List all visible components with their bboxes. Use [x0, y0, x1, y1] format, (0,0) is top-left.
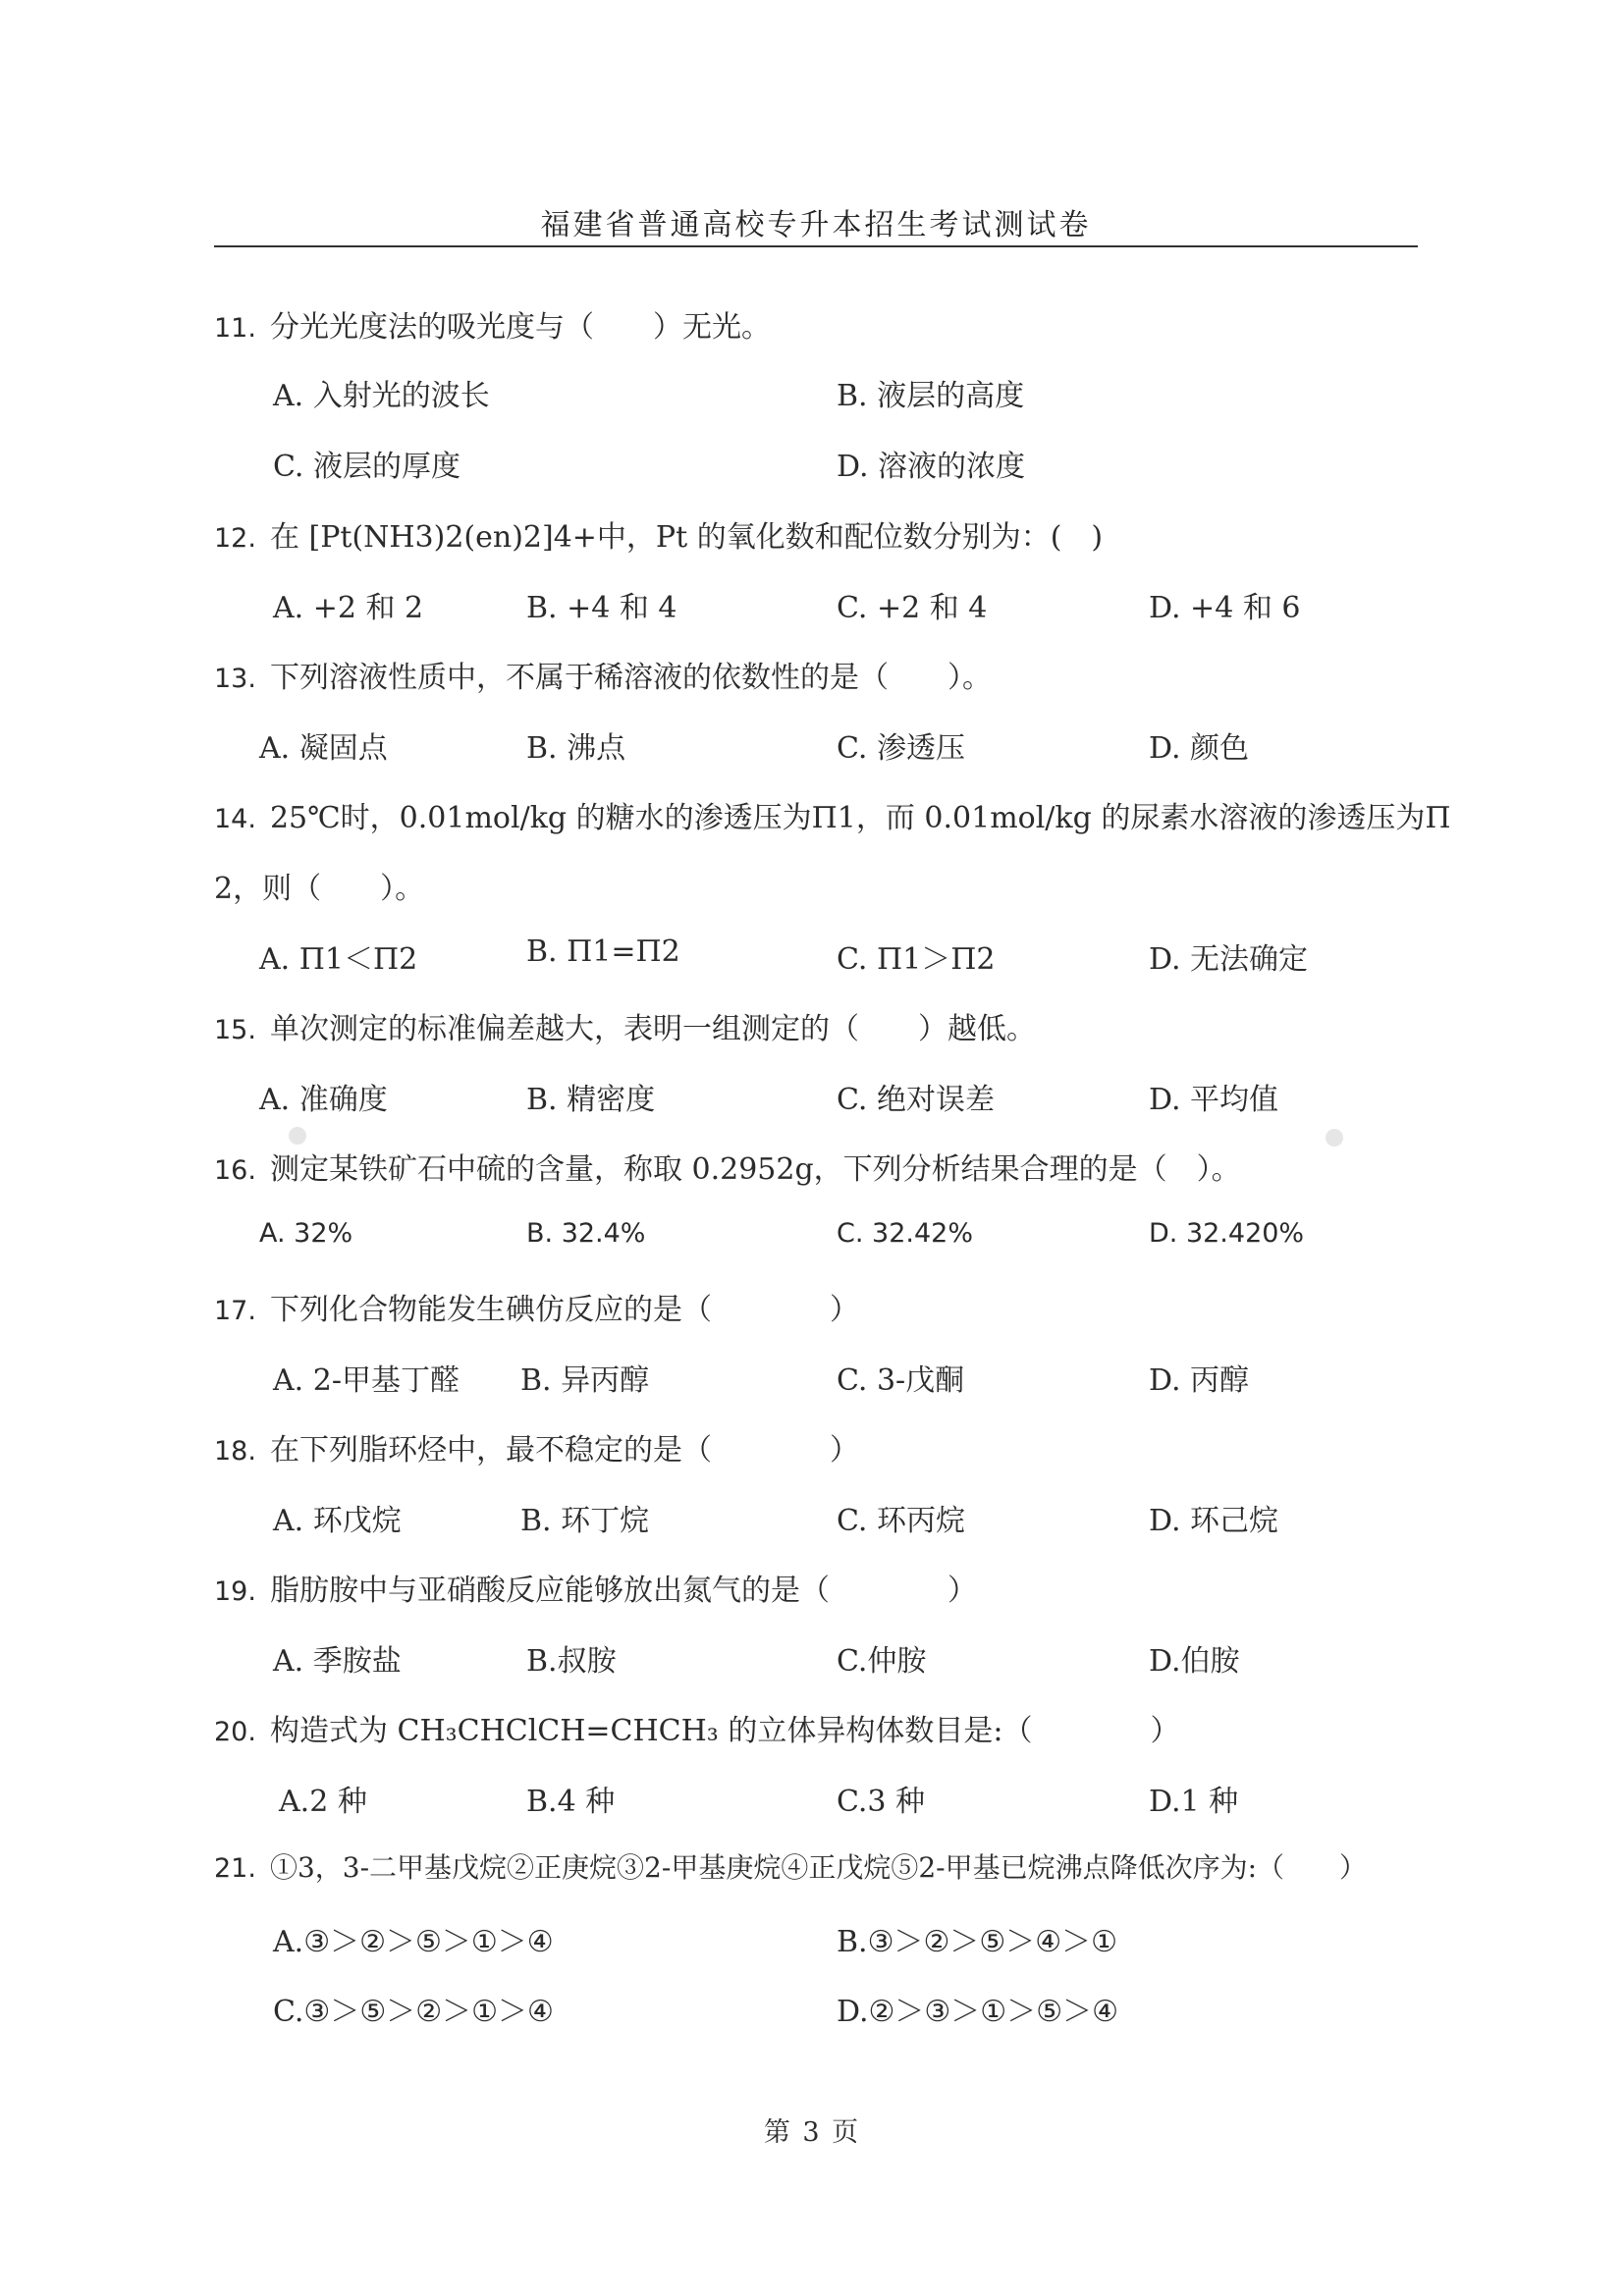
option-a: A.2 种 — [279, 1785, 367, 1819]
option-a: A. 环戊烷 — [273, 1504, 402, 1538]
option-a: A.③＞②＞⑤＞①＞④ — [273, 1925, 554, 1959]
question-text: 单次测定的标准偏差越大，表明一组测定的（ ）越低。 — [269, 1012, 1036, 1046]
option-c: C. +2 和 4 — [837, 591, 988, 625]
option-c: C. 绝对误差 — [837, 1083, 995, 1117]
question-text: 下列溶液性质中，不属于稀溶液的依数性的是（ ）。 — [269, 661, 992, 695]
question-text: 构造式为 CH₃CHClCH=CHCH₃ 的立体异构体数目是:（ ） — [269, 1714, 1180, 1748]
question-11 — [214, 302, 771, 346]
option-d: D. 平均值 — [1149, 1083, 1279, 1117]
option-b: B.③＞②＞⑤＞④＞① — [837, 1925, 1118, 1959]
question-17 — [214, 1285, 859, 1328]
option-b: B. 异丙醇 — [520, 1363, 650, 1398]
option-d: D. +4 和 6 — [1149, 591, 1301, 625]
option-d: D. 溶液的浓度 — [837, 450, 1026, 484]
question-number: 16. — [214, 1155, 256, 1186]
option-c: C. 液层的厚度 — [273, 450, 460, 484]
option-a: A. 32% — [259, 1218, 353, 1249]
option-d: D.②＞③＞①＞⑤＞④ — [837, 1995, 1118, 2029]
option-b: B. 环丁烷 — [520, 1504, 650, 1538]
page-header: 福建省普通高校专升本招生考试测试卷 — [540, 208, 1092, 242]
question-number: 15. — [214, 1015, 256, 1045]
question-12 — [214, 512, 1103, 556]
question-text: 25℃时，0.01mol/kg 的糖水的渗透压为Π1，而 0.01mol/kg 的尿素水溶液的渗透压为Π — [269, 801, 1451, 835]
option-d: D. 无法确定 — [1149, 942, 1309, 977]
question-number: 17. — [214, 1296, 256, 1326]
question-19 — [214, 1566, 977, 1609]
option-c: C. Π1＞Π2 — [837, 942, 996, 977]
option-c: C. 环丙烷 — [837, 1504, 965, 1538]
option-c: C.仲胺 — [837, 1644, 927, 1679]
option-b: B. 精密度 — [526, 1083, 656, 1117]
question-text: 脂肪胺中与亚硝酸反应能够放出氮气的是（ ） — [269, 1574, 977, 1608]
question-14 — [214, 793, 1451, 836]
option-a: A. +2 和 2 — [273, 591, 424, 625]
option-b: B. 32.4% — [526, 1218, 646, 1249]
question-text: 分光光度法的吸光度与（ ）无光。 — [269, 310, 771, 345]
option-a: A. 2-甲基丁醛 — [273, 1363, 460, 1398]
question-number: 14. — [214, 804, 256, 834]
option-b: B. 沸点 — [526, 731, 626, 766]
page-number: 第 3 页 — [763, 2117, 861, 2148]
question-number: 20. — [214, 1717, 256, 1747]
scan-mark — [289, 1127, 306, 1145]
option-a: A. 入射光的波长 — [273, 379, 490, 413]
scan-mark — [1326, 1129, 1343, 1147]
option-d: D. 环己烷 — [1149, 1504, 1279, 1538]
option-a: A. 准确度 — [259, 1083, 388, 1117]
question-20 — [214, 1706, 1179, 1749]
question-21 — [214, 1846, 1367, 1886]
option-b: B. +4 和 4 — [526, 591, 677, 625]
option-d: D.伯胺 — [1149, 1644, 1240, 1679]
question-14-continued: 2，则（ ）。 — [214, 872, 425, 906]
question-number: 13. — [214, 664, 256, 694]
header-divider — [214, 245, 1418, 247]
question-number: 21. — [214, 1853, 256, 1884]
option-d: D.1 种 — [1149, 1785, 1239, 1819]
question-number: 12. — [214, 523, 256, 554]
question-text: 在下列脂环烃中，最不稳定的是（ ） — [269, 1433, 859, 1468]
question-13 — [214, 653, 992, 696]
option-d: D. 32.420% — [1149, 1218, 1305, 1249]
option-c: C.③＞⑤＞②＞①＞④ — [273, 1995, 554, 2029]
option-b: B.4 种 — [526, 1785, 616, 1819]
question-16 — [214, 1145, 1241, 1188]
option-c: C. 3-戊酮 — [837, 1363, 965, 1398]
option-d: D. 丙醇 — [1149, 1363, 1250, 1398]
option-b: B.叔胺 — [526, 1644, 617, 1679]
question-15 — [214, 1004, 1036, 1047]
option-a: A. 凝固点 — [259, 731, 388, 766]
option-b: B. 液层的高度 — [837, 379, 1025, 413]
question-text: ①3，3-二甲基戊烷②正庚烷③2-甲基庚烷④正戊烷⑤2-甲基已烷沸点降低次序为:（ ） — [269, 1851, 1368, 1884]
option-c: C.3 种 — [837, 1785, 926, 1819]
option-c: C. 32.42% — [837, 1218, 973, 1249]
question-text: 测定某铁矿石中硫的含量，称取 0.2952g，下列分析结果合理的是（ ）。 — [269, 1152, 1241, 1187]
option-c: C. 渗透压 — [837, 731, 965, 766]
question-number: 11. — [214, 313, 256, 344]
question-number: 18. — [214, 1436, 256, 1467]
option-b: B. Π1=Π2 — [526, 934, 680, 969]
option-d: D. 颜色 — [1149, 731, 1250, 766]
question-number: 19. — [214, 1576, 256, 1607]
option-a: A. Π1＜Π2 — [259, 942, 418, 977]
question-text: 在 [Pt(NH3)2(en)2]4+中，Pt 的氧化数和配位数分别为：( ) — [269, 520, 1104, 555]
option-a: A. 季胺盐 — [273, 1644, 402, 1679]
question-18 — [214, 1425, 859, 1468]
question-text: 下列化合物能发生碘仿反应的是（ ） — [269, 1293, 859, 1327]
